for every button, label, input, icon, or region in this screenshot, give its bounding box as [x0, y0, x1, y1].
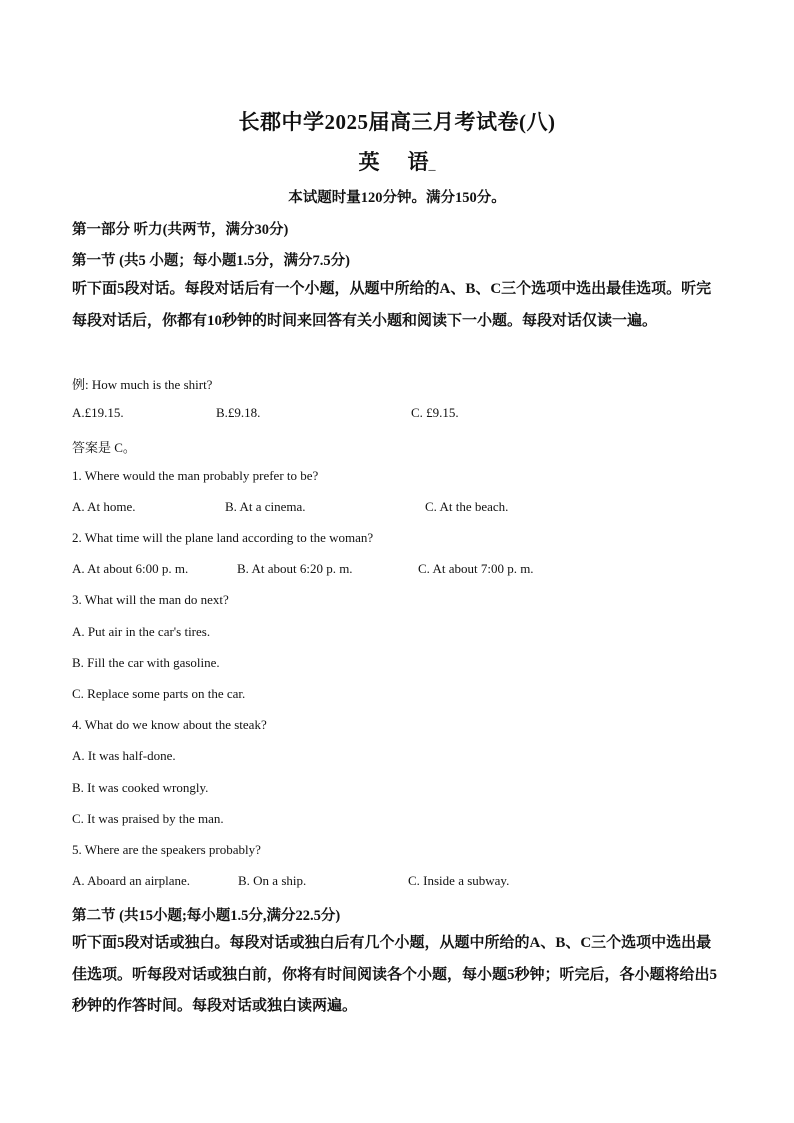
- question-1: 1. Where would the man probably prefer to be?: [72, 468, 319, 483]
- example-option-c: C. £9.15.: [411, 405, 459, 420]
- subject-char-1: 英: [358, 150, 380, 174]
- example-answer: 答案是 C。: [72, 440, 136, 455]
- subject-heading: [0, 146, 794, 176]
- section2-instructions: 听下面5段对话或独白。每段对话或独白后有几个小题，从题中所给的A、B、C三个选项中选出最佳选项。听每段对话或独白前，你将有时间阅读各个小题，每小题5秒钟；听完后，各小题将给出5秒钟的作答时间。每段对话或独白读两遍。: [72, 935, 718, 1014]
- q1-option-c: C. At the beach.: [425, 499, 509, 514]
- q2-option-c: C. At about 7:00 p. m.: [418, 561, 534, 576]
- example-question: 例: How much is the shirt?: [72, 377, 213, 392]
- q2-option-b: B. At about 6:20 p. m.: [237, 561, 353, 576]
- example-option-a: A.£19.15.: [72, 405, 124, 420]
- question-2: 2. What time will the plane land according to the woman?: [72, 530, 374, 545]
- question-3: 3. What will the man do next?: [72, 592, 229, 607]
- q3-option-c: C. Replace some parts on the car.: [72, 686, 246, 701]
- q4-option-b: B. It was cooked wrongly.: [72, 780, 209, 795]
- exam-title: 长郡中学2025届高三月考试卷(八): [238, 110, 556, 134]
- q5-option-b: B. On a ship.: [238, 873, 307, 888]
- q1-option-a: A. At home.: [72, 499, 136, 514]
- q3-option-a: A. Put air in the car's tires.: [72, 624, 211, 639]
- subject-char-2: 语: [407, 150, 429, 174]
- exam-info: 本试题时量120分钟。满分150分。: [288, 190, 506, 206]
- q5-option-c: C. Inside a subway.: [408, 873, 510, 888]
- q4-option-c: C. It was praised by the man.: [72, 811, 224, 826]
- q2-option-a: A. At about 6:00 p. m.: [72, 561, 189, 576]
- q3-option-b: B. Fill the car with gasoline.: [72, 655, 220, 670]
- q5-option-a: A. Aboard an airplane.: [72, 873, 191, 888]
- section2-heading: 第二节 (共15小题;每小题1.5分,满分22.5分): [72, 908, 341, 924]
- q1-option-b: B. At a cinema.: [225, 499, 306, 514]
- part1-heading: 第一部分 听力(共两节，满分30分): [72, 222, 289, 238]
- section1-heading: 第一节 (共5 小题；每小题1.5分，满分7.5分): [72, 253, 350, 269]
- subject-mark: _: [428, 158, 436, 173]
- section1-instructions: 听下面5段对话。每段对话后有一个小题，从题中所给的A、B、C三个选项中选出最佳选项。听完每段对话后，你都有10秒钟的时间来回答有关小题和阅读下一小题。每段对话仅读一遍。: [72, 281, 712, 329]
- question-5: 5. Where are the speakers probably?: [72, 842, 261, 857]
- question-4: 4. What do we know about the steak?: [72, 717, 267, 732]
- example-option-b: B.£9.18.: [216, 405, 261, 420]
- q4-option-a: A. It was half-done.: [72, 748, 176, 763]
